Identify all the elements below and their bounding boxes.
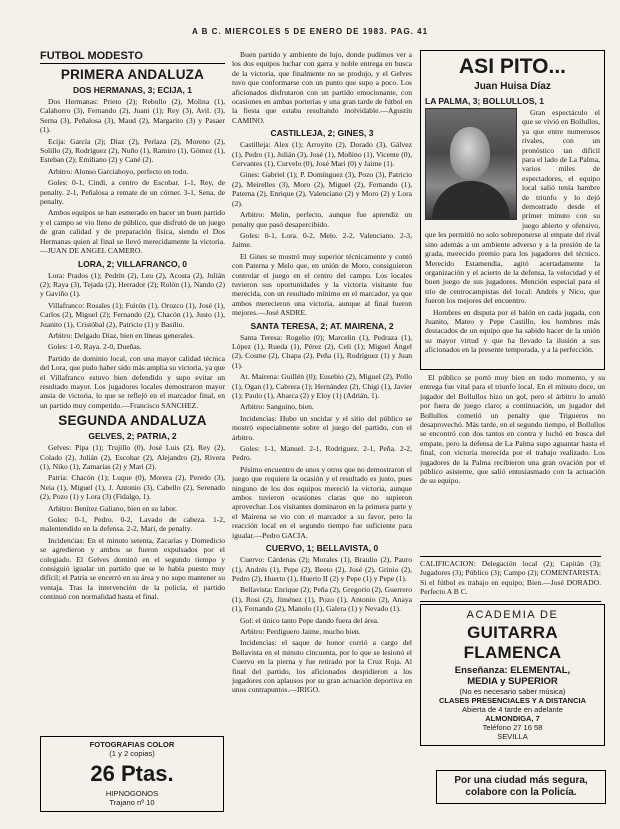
referee: Arbitro: Melin, perfecto, aunque fue aprendiz un penalty que pasó desapercibido.	[232, 210, 412, 229]
heading-segunda: SEGUNDA ANDALUZA	[58, 413, 207, 429]
match-title: LORA, 2; VILLAFRANCO, 0	[77, 258, 188, 269]
photo-shoulders	[432, 181, 510, 219]
lineup-away: Villafranco: Rosales (1); Fuirón (1), Orozco (1), José (1), Carlos (2), Miguel (2); Fernando (2), Chacón (1), Justo (1), Juanito (1), Cristóbal (2), Patricio (1) y Basilio.	[40, 300, 225, 329]
report: Partido de dominio local, con una mayor calidad técnica del Lora, que pudo haber sido más amplia su victoria, ya que el Villafranco estuvo bien defendido y supo evitar un resultado mayor. Los jugadores locales demostraron mayor ansia de victoria, lo que se reflejó en el marcador final, en un partido muy competido.—Francisco SANCHEZ.	[40, 353, 225, 410]
heading-primera: PRIMERA ANDALUZA	[60, 67, 205, 82]
photo-ad-title: FOTOGRAFIAS COLOR	[89, 740, 175, 749]
lineup-away: Bellavista: Enrique (2); Peña (2), Gregorio (2), Guerrero (1), Rosi (2), Jiménez (1), Pozo (1), Antonio (2), Anaya (1), Fernando (2), Manolo (1), Galera (1) y Nevado (1).	[232, 585, 412, 614]
goals: Goles: 0-1, Cindi, a centro de Escobar. 1-1, Rey, de penalty. 2-1, Peñalosa a remate de un córner. 3-1, Sena, de penalty.	[40, 178, 225, 207]
police-notice: Por una ciudad más segura, colabore con la Policía.	[436, 770, 606, 804]
referee: Arbitro: Alonso Garciahoyo, perfecto en todo.	[48, 166, 189, 176]
lineup-home: Cuervo: Cárdenas (2); Morales (1), Braulio (2), Pauro (1), Andrés (1), Pepe (2), Beeto (2), José (2), Grinio (2), Pedro (2), Huerto (1), Huerto II (2) y Pepe (1) y Pepe (1).	[232, 555, 412, 583]
referee: Arbitro: Delgado Díaz, bien en líneas generales.	[48, 330, 195, 340]
column-text: Hombres en disputa por el balón en cada jugada, con Juanito, Mateo y Pepe Castillo, los hombres más destacados de un equipo que ha sabido hacer de la unión su mayor virtud y que ha llevado la ilusión a sus aficionados en la presente temporada, y a la perfección.	[425, 307, 600, 355]
report: Incidencias: En el minuto setenta, Zacarías y Domedicio se agredieron y ambos se fueron expulsados por el colegiado. El Gelves dominó en el segundo tiempo y consiguió igualar un partido que se le había puesto muy difícil; el Patria se encerró en su área y no supo mantener su ventaja. Tras la intervención de la policía, el partido continuó con normalidad hasta el final.	[40, 535, 225, 602]
photo-ad-address: Trajano nº 10	[109, 798, 155, 808]
photo-ad-subtitle: (1 y 2 copias)	[109, 749, 155, 759]
goals: Goles: 0-1, Lora. 0-2, Melo. 2-2, Valenciano. 2-3, Jaime.	[232, 230, 412, 250]
guitar-ad-line: Abierta de 4 tarde en adelante	[462, 705, 563, 714]
report: Buen partido y ambiente de lujo, donde pudimos ver a los dos equipos luchar con garra y noble entrega en busca de la victoria, que finalmente no se produjo, y el Gelves tuvo que conformarse con un punto que supo a poco. Los aficionados disfrutaron con un partido emocionante, con ocasiones en ambas porterías y una gran tarde de fútbol en la fiesta que estaba resultando inolvidable.—Agustín CAMINO.	[232, 50, 412, 125]
guitar-ad-address: ALMONDIGA, 7	[485, 714, 540, 723]
lineup-away: At. Mairena: Guillén (0); Eusebio (2), Miguel (2), Pollo (1), Ogan (1), Cabrera (1); Hernández (2), Chigi (1), Javier (1); Paulo (1), Abarca (2) y Eloy (1) (Adrián, 1).	[232, 372, 412, 400]
lineup-home: Santa Teresa: Rogelio (0); Marcelin (1), Pedraza (1), López (1), Rueda (1), Pérez (2), Celi (1); Miguel Ángel (2), Cosme (2), Chapa (2), Peña (1), Rodríguez (1) y Juan (1).	[232, 332, 412, 370]
goals: Goles: 1-0, Raya. 2-0, Dueñas.	[48, 342, 142, 352]
column-text: Gran espectáculo el que se vivió en Bollullos, ya que entre numerosos rivales, con un pronóstico tan difícil para el lado de La Palma, varios miles de espectadores, el equipo local salió tenía hambre de triunfo y lo dejó demostrado desde el primer minuto con su juego abierto y ofensivo, que les permitió no solo sobreponerse al empate del rival sino además a un ambiente adverso y a la presión de la grada, merecido premio para los jugadores del técnico. Merecido Estamendia, agitó acertadamente la organización y el acierto de la defensa, la velocidad y el buen juego de sus jugadores. Mención especial para el trío de centrocampistas del local: Andrés y Nico, que fueron los mejores del encuentro.	[425, 108, 600, 306]
column-middle	[232, 50, 412, 772]
report: Pésimo encuentro de unos y otros que no demostraron el juego que requiere la ocasión y el resultado es justo, pues ninguno de los dos equipos mereció la victoria, aunque ambos tuvieron ocasiones claras que no supieron aprovechar. Los visitantes dominaron en la primera parte y el Mairena se vio con el marcador a su favor, pero la reacción local en el segundo tiempo fue suficiente para igualar.—Pedro GACIA.	[232, 464, 412, 540]
referee: Arbitro: Benítez Galiano, bien en su labor.	[48, 503, 178, 513]
page-header: A B C. MIERCOLES 5 DE ENERO DE 1983. PAG. 41	[191, 27, 429, 36]
photo-ad-brand: HIPNOGONOS	[105, 788, 159, 798]
report: El Gines se mostró muy superior técnicamente y contó con Paterna y Melo que, en unión de Moro, consiguieron controlar el juego en el centro del campo. Los locales tuvieron sus oportunidades y la victoria visitante fue merecida, con un resultado mínimo en el marcador, ya que ambos merecieron una victoria, aunque al final fueron mejores.—José ASDRE.	[232, 251, 412, 318]
guitar-ad-city: SEVILLA	[497, 732, 528, 741]
guitar-ad-line: CLASES PRESENCIALES Y A DISTANCIA	[439, 696, 586, 705]
referee: Arbitro: Perdiguero Jaime, mucho bien.	[240, 626, 361, 636]
lineup-away: Ecija: García (2); Díaz (2), Perlaza (2), Moreno (2), Solillo (2), Rodríguez (2), Nuño (1), Ramiro (1), Gómez (1), Esteban (2); Emiliano (2) y Cané (2).	[40, 136, 225, 165]
photo-face	[450, 127, 490, 179]
lineup-home: Castilleja: Alex (1); Arroyito (2), Dorado (3), Gálvez (1), Pedro (1), Julián (3), José (1), Moñino (1), Vicente (0), Cervantes (1), Curvelo (0), José Mari (0) y Jaime (1).	[232, 140, 412, 169]
asi-pito-box	[420, 50, 605, 370]
guitar-ad-line: Enseñanza: ELEMENTAL,	[454, 665, 571, 676]
guitar-ad-line: MEDIA y SUPERIOR	[467, 676, 558, 687]
column-text: El público se portó muy bien en todo momento, y su entrega fue vital para el triunfo local. En el minuto doce, un jugador del Bollullos hizo un gol, pero el árbitro lo anuló por fuera de juego claro; a continuación, un jugador del Bollullos cometió un penalty que Trigueros no desaprovechó. Más tarde, en el segundo tiempo, el Bollullos se encontró con dos tantos en contra y luchó en busca del empate, pero la defensa de La Palma supo aguantar hasta el final, con victoria merecida por el trabajo realizado. Los jugadores de la Palma recibieron una gran ovación por el público asistente, que salió entusiasmado con la actuación de su equipo.	[420, 373, 605, 486]
lineup-home: Gelves: Pipa (1); Trujillo (0), José Luis (2), Rey (2), Colado (2), Julián (2), Escobar (2), Alejandro (2), Rivera (1), Niko (1), Zamarías (2) y Mari (2).	[40, 443, 225, 471]
goals: Goles: 0-1, Pedro. 0-2, Lavado de cabeza. 1-2, malentendido en la defensa. 2-2, Mari, de penalty.	[40, 515, 225, 534]
report: Incidencias: el saque de honor corrió a cargo del Bellavista en el minuto cincuenta, por lo que se lesionó el Cuervo en la pierna y fue retirado por la Cruz Roja. Al final del partido, los aficionados despidieron a los jugadores con aplausos por su gran actuación deportiva en unos contrapuntos.—IRIGO.	[232, 638, 412, 695]
lineup-away: Gines: Gabriel (1); P. Domínguez (3), Pozo (3), Patricio (2), Meirelles (3), Moro (2), Miguel (2), Fernando (1), Paterna (2), Enrique (2), Valenciano (2) y Moro (2) y Lora (2).	[232, 170, 412, 208]
goals: Gol: el único tanto Pepe dando fuera del área.	[240, 615, 379, 625]
guitar-ad-phone: Teléfono 27 16 58	[482, 723, 543, 732]
calificacion-box	[420, 556, 601, 602]
photo-ad	[40, 736, 224, 812]
guitar-ad-line: (No es necesario saber música)	[459, 687, 566, 696]
incidents: Incidencias: Hubo un sucidar y el sitio del público se mostró especialmente sobre el juego del partido, con el árbitro.	[232, 413, 412, 442]
column-left	[40, 50, 225, 820]
match-title: LA PALMA, 3; BOLLULLOS, 1	[425, 96, 544, 106]
section-title: FUTBOL MODESTO	[40, 50, 225, 64]
goals: Goles: 1-1, Manuel. 2-1, Rodríguez. 2-1, Peña. 2-2, Pedro.	[232, 444, 412, 463]
match-title: DOS HERMANAS, 3; ECIJA, 1	[72, 85, 193, 95]
match-title: GELVES, 2; PATRIA, 2	[88, 431, 177, 442]
author-name: Juan Huisa Díaz	[474, 81, 551, 92]
match-title: SANTA TERESA, 2; AT. MAIRENA, 2	[250, 320, 394, 331]
guitar-ad-line: ACADEMIA DE	[466, 609, 559, 621]
lineup-home: Lora: Prados (1); Pedrín (2), Leu (2), Acosta (2), Julián (2); Raya (3), Tejada (2), Herrador (2); Rolón (1), Nando (2) y Gaviño (1).	[40, 270, 225, 299]
match-title: CUERVO, 1; BELLAVISTA, 0	[265, 543, 379, 554]
guitar-ad	[420, 604, 605, 746]
referee: Arbitro: Sanguino, bien.	[240, 402, 314, 412]
calificacion-text: CALIFICACION: Delegación local (2); Capitán (3); Jugadores (3); Público (3); Campo (2); COMENTARISTA: Si el fútbol es trabajo en equipo; Bien.—José DORADO. Perfecto A B C.	[420, 559, 601, 597]
lineup-away: Patria: Chacón (1); Luque (0), Morera (2), Peredo (3), Neia (1), Miguel (1), J. Antonio (3), Cabello (2), Serenado (2), Pozo (1) y Lora (3) (Fidalgo, 1).	[40, 473, 225, 502]
match-title: CASTILLEJA, 2; GINES, 3	[270, 128, 374, 139]
report: Ambos equipos se han esmerado en hacer un buen partido y el campo se vio lleno de público, que disfrutó de un juego de gran calidad y de preparación física, siendo el Dos Hermanas quien al final se llevó merecidamente la victoria.—JUAN DE ANGEL CAMERO.	[40, 208, 225, 256]
author-photo	[425, 108, 517, 220]
photo-ad-price: 26 Ptas.	[90, 760, 174, 786]
lineup-home: Dos Hermanas: Prieto (2); Rebollo (2), Molina (1), Calahorro (3), Fernando (2), Juani (1); Rey (3), Avil. (3), Serna (3), Peñalosa (3), Maud (2), Margarito (3) y Pasaer (1).	[40, 97, 225, 135]
column-title: ASI PITO...	[459, 55, 566, 78]
guitar-ad-title: GUITARRA FLAMENCA	[463, 623, 562, 662]
